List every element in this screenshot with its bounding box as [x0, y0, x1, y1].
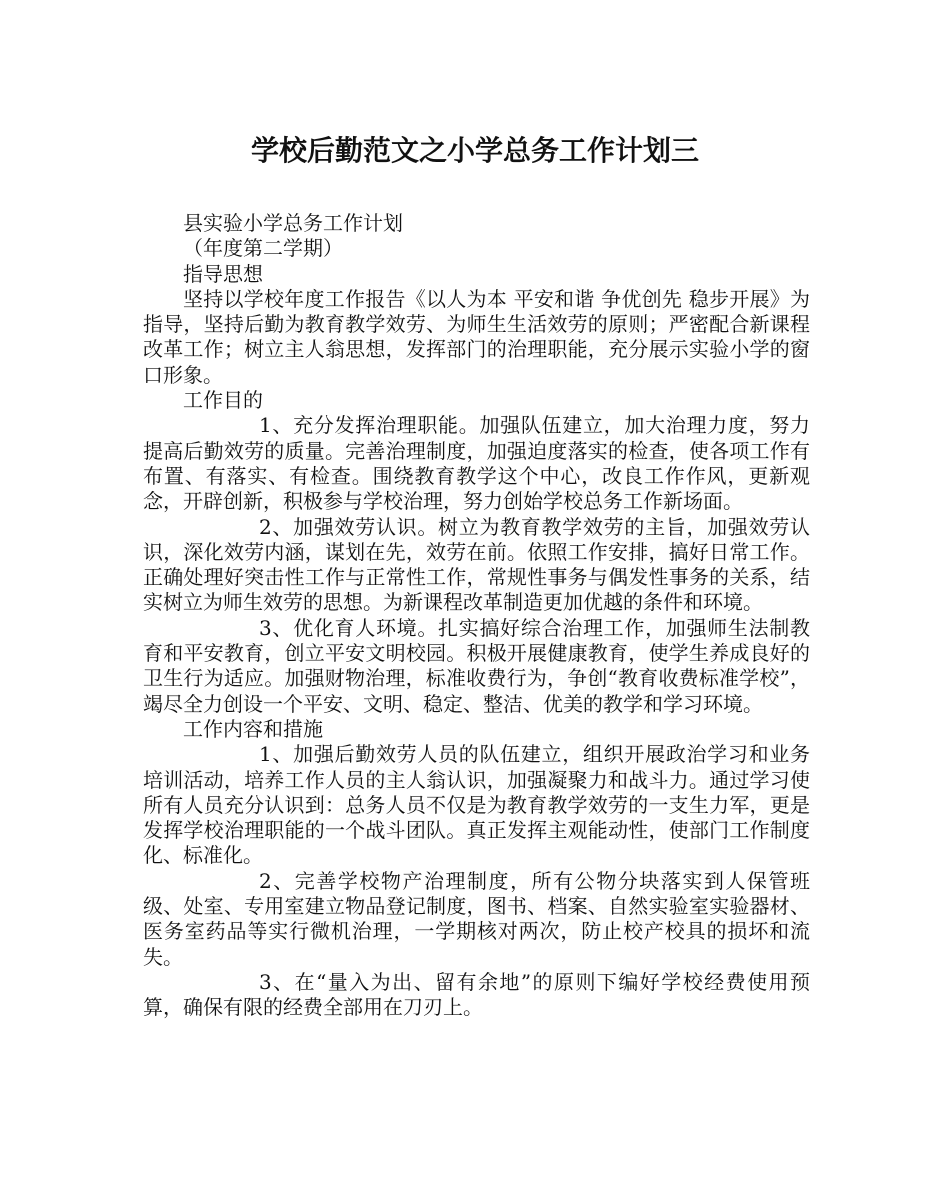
section-heading-guiding-ideology: 指导思想 — [183, 261, 263, 286]
semester-subheading: （年度第二学期） — [183, 236, 343, 261]
paragraph-guiding-ideology: 坚持以学校年度工作报告《以人为本 平安和谐 争优创先 稳步开展》为指导，坚持后勤为教育教学效劳、为师生生活效劳的原则；严密配合新课程改革工作；树立主人翁思想，发挥部门的治理职能，充分展示实验小学的窗口形象。 — [143, 286, 810, 387]
paragraph-measure-1: 1、加强后勤效劳人员的队伍建立，组织开展政治学习和业务培训活动，培养工作人员的主人翁认识，加强凝聚力和战斗力。通过学习使所有人员充分认识到：总务人员不仅是为教育教学效劳的一支生力军，更是发挥学校治理职能的一个战斗团队。真正发挥主观能动性，使部门工作制度化、标准化。 — [143, 742, 810, 868]
section-heading-work-goals: 工作目的 — [183, 388, 263, 413]
paragraph-measure-3: 3、在“量入为出、留有余地”的原则下编好学校经费使用预算，确保有限的经费全部用在刀刃上。 — [143, 969, 810, 1020]
paragraph-goal-3: 3、优化育人环境。扎实搞好综合治理工作，加强师生法制教育和平安教育，创立平安文明校园。积极开展健康教育，使学生养成良好的卫生行为适应。加强财物治理，标准收费行为，争创“教育收费标准学校”，竭尽全力创设一个平安、文明、稳定、整洁、优美的教学和学习环境。 — [143, 615, 810, 716]
paragraph-goal-1: 1、充分发挥治理职能。加强队伍建立，加大治理力度，努力提高后勤效劳的质量。完善治理制度，加强迫度落实的检查，使各项工作有布置、有落实、有检查。围绕教育教学这个中心，改良工作作风，更新观念，开辟创新，积极参与学校治理，努力创始学校总务工作新场面。 — [143, 413, 810, 514]
section-heading-content-measures: 工作内容和措施 — [183, 716, 323, 741]
document-title: 学校后勤范文之小学总务工作计划三 — [250, 134, 699, 167]
paragraph-goal-2: 2、加强效劳认识。树立为教育教学效劳的主旨，加强效劳认识，深化效劳内涵，谋划在先，效劳在前。依照工作安排，搞好日常工作。正确处理好突击性工作与正常性工作，常规性事务与偶发性事务的关系，结实树立为师生效劳的思想。为新课程改革制造更加优越的条件和环境。 — [143, 514, 810, 615]
paragraph-measure-2: 2、完善学校物产治理制度，所有公物分块落实到人保管班级、处室、专用室建立物品登记制度，图书、档案、自然实验室实验器材、医务室药品等实行微机治理，一学期核对两次，防止校产校具的损坏和流失。 — [143, 868, 810, 969]
document-body — [143, 211, 810, 1021]
plan-subheading: 县实验小学总务工作计划 — [183, 211, 403, 235]
